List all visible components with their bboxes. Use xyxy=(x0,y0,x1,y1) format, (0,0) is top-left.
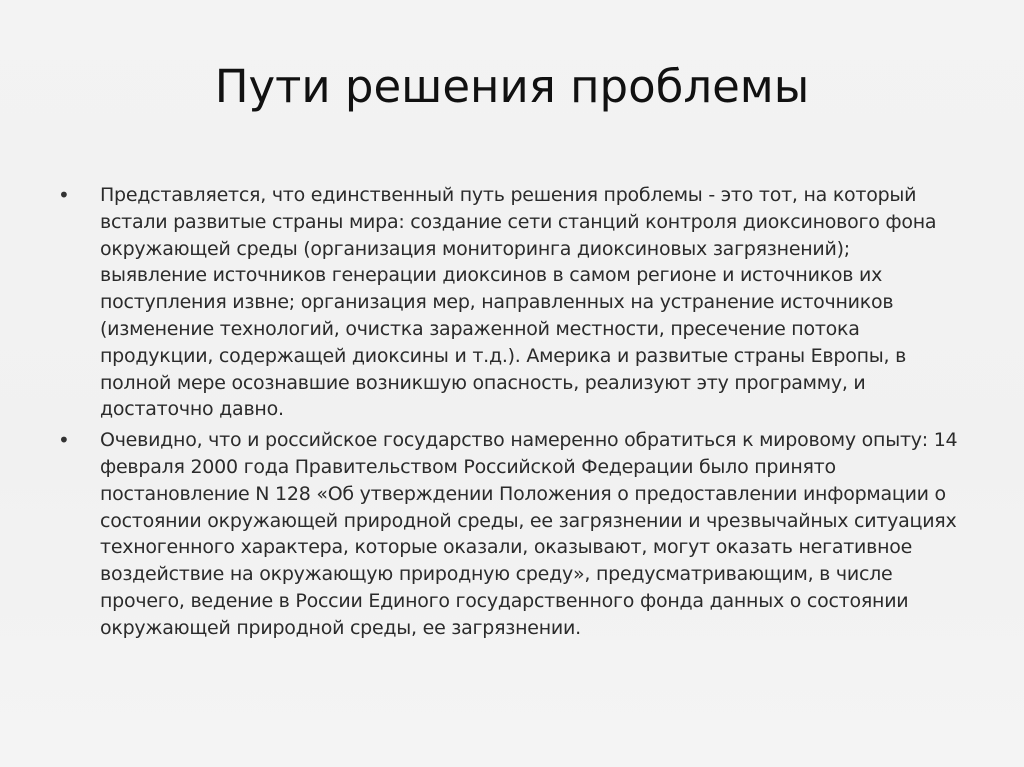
slide-title: Пути решения проблемы xyxy=(214,60,810,113)
bullet-marker: • xyxy=(58,428,70,453)
bullet-item xyxy=(58,182,958,423)
bullet-item xyxy=(58,427,958,641)
bullet-text: Очевидно, что и российское государство намеренно обратиться к мировому опыту: 14 февраля 2000 года Правительством Российской Федерации было принято постановление N 128 «Об утверждении Положения о предоставлении информации о состоянии окружающей природной среды, ее загрязнении и чрезвычайных ситуациях техногенного характера, которые оказали, оказывают, могут оказать негативное воздействие на окружающую природную среду», предусматривающим, в числе прочего, ведение в России Единого государственного фонда данных о состоянии окружающей природной среды, ее загрязнении. xyxy=(100,429,958,639)
bullet-list xyxy=(58,182,958,646)
bullet-marker: • xyxy=(58,183,70,207)
bullet-text: Представляется, что единственный путь решения проблемы - это тот, на который встали развитые страны мира: создание сети станций контроля диоксинового фона окружающей среды (организация мониторинга диоксиновых загрязнений); выявление источников генерации диоксинов в самом регионе и источников их поступления извне; организация мер, направленных на устранение источников (изменение технологий, очистка зараженной местности, пресечение потока продукции, содержащей диоксины и т.д.). Америка и развитые страны Европы, в полной мере осознавшие возникшую опасность, реализуют эту программу, и достаточно давно. xyxy=(100,184,937,421)
